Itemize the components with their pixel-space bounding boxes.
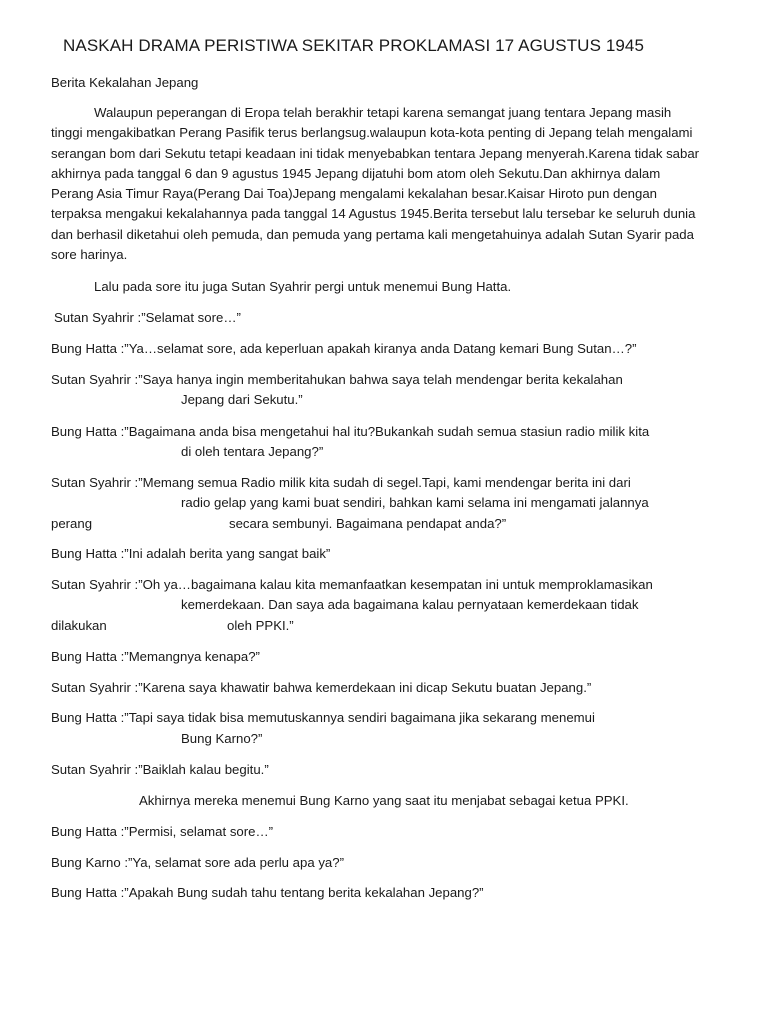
dialogue-continuation: perang [51,516,93,531]
section-heading: Berita Kekalahan Jepang [51,75,199,90]
dialogue-line: Sutan Syahrir :”Saya hanya ingin memberitahukan bahwa saya telah mendengar berita kekalahan [51,372,623,387]
dialogue-line: Bung Hatta :”Bagaimana anda bisa mengetahui hal itu?Bukankah sudah semua stasiun radio milik kita [51,424,650,439]
dialogue-continuation: dilakukan [51,618,107,633]
dialogue-continuation: Jepang dari Sekutu.” [181,392,303,407]
dialogue-line: Bung Hatta :”Memangnya kenapa?” [51,649,260,664]
dialogue-continuation: oleh PPKI.” [227,618,294,633]
dialogue-line: Bung Hatta :”Ya…selamat sore, ada keperluan apakah kiranya anda Datang kemari Bung Sutan…?” [51,341,637,356]
dialogue-line: Bung Hatta :”Ini adalah berita yang sangat baik” [51,546,331,561]
dialogue-continuation: kemerdekaan. Dan saya ada bagaimana kalau pernyataan kemerdekaan tidak [181,597,639,612]
dialogue-line: Sutan Syahrir :”Karena saya khawatir bahwa kemerdekaan ini dicap Sekutu buatan Jepang.” [51,680,592,695]
dialogue-line: Bung Hatta :”Tapi saya tidak bisa memutuskannya sendiri bagaimana jika sekarang menemui [51,710,595,725]
dialogue-line: Sutan Syahrir :”Memang semua Radio milik kita sudah di segel.Tapi, kami mendengar berita ini dari [51,475,631,490]
narration-line: Lalu pada sore itu juga Sutan Syahrir pergi untuk menemui Bung Hatta. [94,279,512,294]
dialogue-line: Sutan Syahrir :”Oh ya…bagaimana kalau kita memanfaatkan kesempatan ini untuk memproklamasikan [51,577,653,592]
dialogue-continuation: di oleh tentara Jepang?” [181,444,324,459]
dialogue-continuation: secara sembunyi. Bagaimana pendapat anda?” [229,516,507,531]
dialogue-continuation: Bung Karno?” [181,731,263,746]
dialogue-line: Bung Karno :”Ya, selamat sore ada perlu apa ya?” [51,855,344,870]
dialogue-continuation: radio gelap yang kami buat sendiri, bahkan kami selama ini mengamati jalannya [181,495,649,510]
document-title: NASKAH DRAMA PERISTIWA SEKITAR PROKLAMASI 17 AGUSTUS 1945 [63,36,645,55]
dialogue-line: Sutan Syahrir :”Baiklah kalau begitu.” [51,762,269,777]
dialogue-line: Bung Hatta :”Apakah Bung sudah tahu tentang berita kekalahan Jepang?” [51,885,484,900]
dialogue-line: Sutan Syahrir :”Selamat sore…” [54,310,241,325]
dialogue-line: Bung Hatta :”Permisi, selamat sore…” [51,824,274,839]
intro-paragraph: Walaupun peperangan di Eropa telah berakhir tetapi karena semangat juang tentara Jepang masih tinggi mengakibatkan Perang Pasifik terus berlangsug.walaupun kota-kota penting di Jepang telah mengalami serangan bom dari Sekutu tetapi keadaan ini tidak menyebabkan tentara Jepang menyerah.Karena tidak sabar akhirnya pada tanggal 6 dan 9 agustus 1945 Jepang dijatuhi bom atom oleh Sekutu.Dan akhirnya dalam Perang Asia Timur Raya(Perang Dai Toa)Jepang mengalami kekalahan besar.Kaisar Hiroto pun dengan terpaksa mengakui kekalahannya pada tanggal 14 Agustus 1945.Berita tersebut lalu tersebar ke seluruh dunia dan berhasil diketahui oleh pemuda, dan pemuda yang pertama kali mengetahuinya adalah Sutan Syarir pada sore harinya. [51,105,700,263]
narration-line: Akhirnya mereka menemui Bung Karno yang saat itu menjabat sebagai ketua PPKI. [139,793,629,808]
